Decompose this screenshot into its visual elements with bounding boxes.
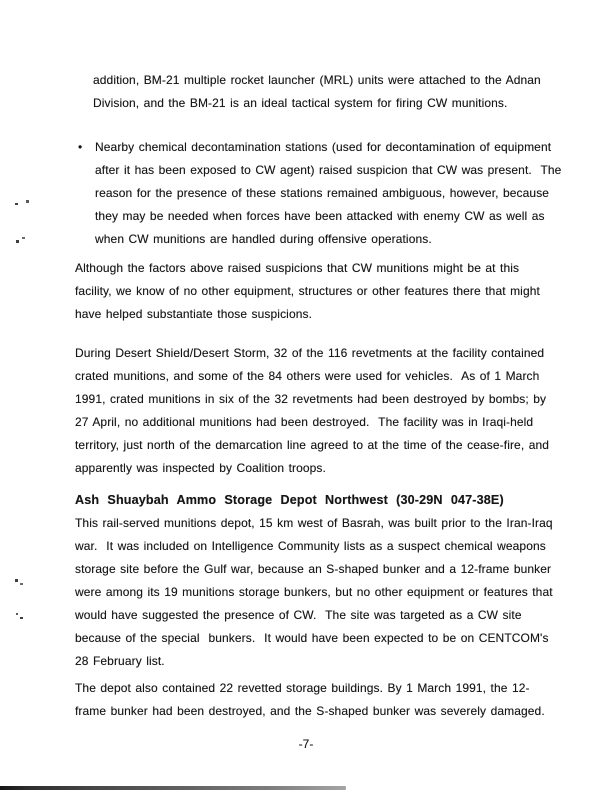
page-number: -7- [298, 737, 314, 751]
scan-speck [16, 240, 19, 243]
bullet-item-text: Nearby chemical decontamination stations (used for decontamination of equipment after it has been exposed to CW agent) raised suspicion that CW was present. The reason for the presence of these stations remained ambiguous, however, because they may be needed when forces have been attacked with enemy CW as well as when CW munitions are handled during offensive operations. [95, 140, 562, 246]
bullet-list-item [78, 136, 561, 251]
scan-speck [16, 613, 18, 615]
bullet-icon: • [78, 140, 83, 154]
section-heading: Ash Shuaybah Ammo Storage Depot Northwest (30-29N 047-38E) [75, 493, 504, 507]
paragraph-although: Although the factors above raised suspicions that CW munitions might be at this facility, we know of no other equipment, structures or other features there that might have helped substantiate those suspicions. [75, 261, 540, 321]
scan-speck [22, 237, 25, 239]
scan-speck [20, 617, 23, 619]
paragraph-during: During Desert Shield/Desert Storm, 32 of the 116 revetments at the facility contained crated munitions, and some of the 84 others were used for vehicles. As of 1 March 1991, crated munitions in six of the 32 revetments had been destroyed by bombs; by 27 April, no additional munitions had been destroyed. The facility was in Iraqi-held territory, just north of the demarcation line agreed to at the time of the cease-fire, and apparently was inspected by Coalition troops. [75, 346, 550, 475]
scan-speck [20, 583, 23, 585]
scan-bar-artifact [0, 786, 346, 790]
scan-speck [26, 200, 29, 203]
scan-speck [15, 203, 18, 205]
scan-speck [15, 579, 18, 582]
closing-paragraph: The depot also contained 22 revetted storage buildings. By 1 March 1991, the 12- frame bunker had been destroyed, and the S-shaped bunker was severely damaged. [75, 681, 545, 718]
paragraph-continuation: addition, BM-21 multiple rocket launcher (MRL) units were attached to the Adnan Division, and the BM-21 is an ideal tactical system for firing CW munitions. [93, 73, 541, 110]
section-paragraph: This rail-served munitions depot, 15 km west of Basrah, was built prior to the Iran-Iraq war. It was included on Intelligence Community lists as a suspect chemical weapons storage site before the Gulf war, because an S-shaped bunker and a 12-frame bunker were among its 19 munitions storage bunkers, but no other equipment or features that would have suggested the presence of CW. The site was targeted as a CW site because of the special bunkers. It would have been expected to be on CENTCOM's 28 February list. [75, 516, 553, 668]
